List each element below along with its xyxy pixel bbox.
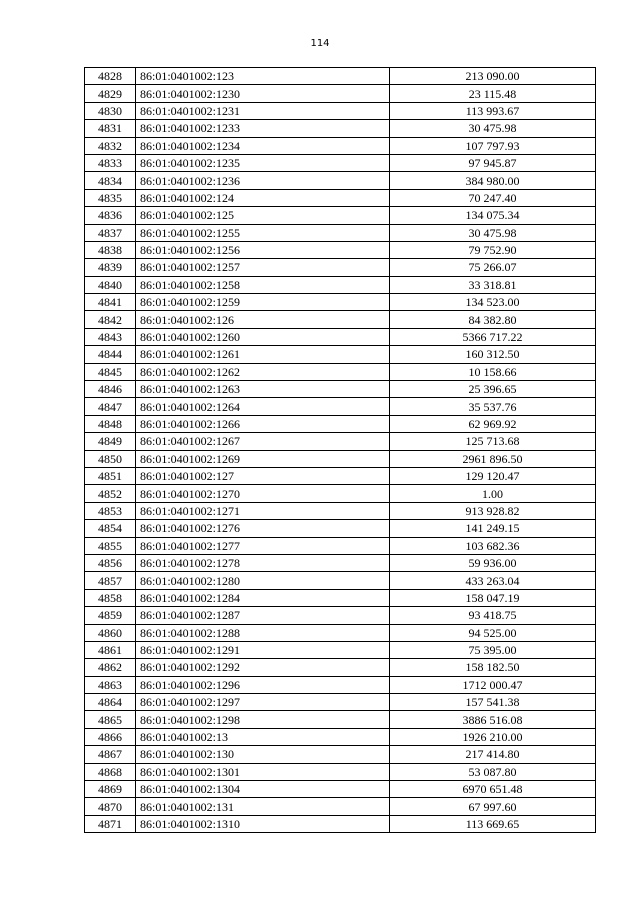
- table-body: [85, 68, 596, 833]
- cadastral-value-cell: 113 993.67: [390, 102, 596, 119]
- cadastral-number-cell: 86:01:0401002:1233: [136, 120, 390, 137]
- cadastral-number-cell: 86:01:0401002:1260: [136, 328, 390, 345]
- table-row: [85, 467, 596, 484]
- cadastral-number-cell: 86:01:0401002:1266: [136, 415, 390, 432]
- table-row: [85, 102, 596, 119]
- cadastral-number-cell: 86:01:0401002:1236: [136, 172, 390, 189]
- cadastral-value-cell: 84 382.80: [390, 311, 596, 328]
- cadastral-number-cell: 86:01:0401002:1291: [136, 641, 390, 658]
- row-number-cell: 4865: [85, 711, 136, 728]
- row-number-cell: 4860: [85, 624, 136, 641]
- row-number-cell: 4864: [85, 694, 136, 711]
- cadastral-value-table: [84, 67, 596, 833]
- table-row: [85, 120, 596, 137]
- row-number-cell: 4841: [85, 294, 136, 311]
- table-row: [85, 781, 596, 798]
- table-row: [85, 502, 596, 519]
- cadastral-value-cell: 67 997.60: [390, 798, 596, 815]
- cadastral-number-cell: 86:01:0401002:1263: [136, 381, 390, 398]
- cadastral-value-cell: 113 669.65: [390, 815, 596, 832]
- cadastral-number-cell: 86:01:0401002:1255: [136, 224, 390, 241]
- cadastral-number-cell: 86:01:0401002:1280: [136, 572, 390, 589]
- cadastral-number-cell: 86:01:0401002:13: [136, 728, 390, 745]
- cadastral-number-cell: 86:01:0401002:1258: [136, 276, 390, 293]
- row-number-cell: 4840: [85, 276, 136, 293]
- cadastral-value-cell: 62 969.92: [390, 415, 596, 432]
- row-number-cell: 4844: [85, 346, 136, 363]
- cadastral-number-cell: 86:01:0401002:1259: [136, 294, 390, 311]
- cadastral-value-cell: 103 682.36: [390, 537, 596, 554]
- table-row: [85, 450, 596, 467]
- cadastral-value-cell: 79 752.90: [390, 241, 596, 258]
- table-row: [85, 137, 596, 154]
- cadastral-number-cell: 86:01:0401002:1296: [136, 676, 390, 693]
- cadastral-number-cell: 86:01:0401002:1277: [136, 537, 390, 554]
- cadastral-value-cell: 213 090.00: [390, 68, 596, 85]
- cadastral-value-cell: 158 047.19: [390, 589, 596, 606]
- cadastral-value-cell: 10 158.66: [390, 363, 596, 380]
- table-row: [85, 259, 596, 276]
- cadastral-value-cell: 93 418.75: [390, 607, 596, 624]
- cadastral-number-cell: 86:01:0401002:1292: [136, 659, 390, 676]
- cadastral-number-cell: 86:01:0401002:1304: [136, 781, 390, 798]
- table-row: [85, 589, 596, 606]
- table-row: [85, 520, 596, 537]
- row-number-cell: 4829: [85, 85, 136, 102]
- table-row: [85, 711, 596, 728]
- cadastral-number-cell: 86:01:0401002:123: [136, 68, 390, 85]
- table-row: [85, 85, 596, 102]
- row-number-cell: 4861: [85, 641, 136, 658]
- row-number-cell: 4867: [85, 746, 136, 763]
- row-number-cell: 4852: [85, 485, 136, 502]
- cadastral-value-cell: 157 541.38: [390, 694, 596, 711]
- cadastral-value-cell: 3886 516.08: [390, 711, 596, 728]
- row-number-cell: 4857: [85, 572, 136, 589]
- table-row: [85, 294, 596, 311]
- table-row: [85, 746, 596, 763]
- cadastral-number-cell: 86:01:0401002:1301: [136, 763, 390, 780]
- table-row: [85, 398, 596, 415]
- cadastral-value-cell: 217 414.80: [390, 746, 596, 763]
- cadastral-value-cell: 134 075.34: [390, 207, 596, 224]
- cadastral-number-cell: 86:01:0401002:126: [136, 311, 390, 328]
- cadastral-value-cell: 913 928.82: [390, 502, 596, 519]
- cadastral-value-cell: 70 247.40: [390, 189, 596, 206]
- table-row: [85, 641, 596, 658]
- cadastral-number-cell: 86:01:0401002:1231: [136, 102, 390, 119]
- page-number: 114: [310, 38, 330, 49]
- row-number-cell: 4854: [85, 520, 136, 537]
- row-number-cell: 4862: [85, 659, 136, 676]
- row-number-cell: 4868: [85, 763, 136, 780]
- table-row: [85, 537, 596, 554]
- cadastral-number-cell: 86:01:0401002:1261: [136, 346, 390, 363]
- cadastral-value-cell: 30 475.98: [390, 120, 596, 137]
- cadastral-value-cell: 30 475.98: [390, 224, 596, 241]
- cadastral-value-cell: 75 266.07: [390, 259, 596, 276]
- cadastral-value-cell: 160 312.50: [390, 346, 596, 363]
- cadastral-value-cell: 75 395.00: [390, 641, 596, 658]
- cadastral-number-cell: 86:01:0401002:131: [136, 798, 390, 815]
- row-number-cell: 4871: [85, 815, 136, 832]
- row-number-cell: 4843: [85, 328, 136, 345]
- cadastral-number-cell: 86:01:0401002:124: [136, 189, 390, 206]
- cadastral-value-cell: 107 797.93: [390, 137, 596, 154]
- table-row: [85, 276, 596, 293]
- cadastral-value-cell: 97 945.87: [390, 154, 596, 171]
- cadastral-number-cell: 86:01:0401002:1264: [136, 398, 390, 415]
- table-row: [85, 433, 596, 450]
- cadastral-value-cell: 2961 896.50: [390, 450, 596, 467]
- cadastral-value-cell: 129 120.47: [390, 467, 596, 484]
- row-number-cell: 4830: [85, 102, 136, 119]
- row-number-cell: 4836: [85, 207, 136, 224]
- cadastral-value-cell: 23 115.48: [390, 85, 596, 102]
- table-row: [85, 311, 596, 328]
- cadastral-value-cell: 1712 000.47: [390, 676, 596, 693]
- cadastral-number-cell: 86:01:0401002:130: [136, 746, 390, 763]
- table-row: [85, 172, 596, 189]
- cadastral-value-cell: 1926 210.00: [390, 728, 596, 745]
- row-number-cell: 4838: [85, 241, 136, 258]
- row-number-cell: 4851: [85, 467, 136, 484]
- cadastral-value-cell: 134 523.00: [390, 294, 596, 311]
- table-row: [85, 328, 596, 345]
- cadastral-value-cell: 433 263.04: [390, 572, 596, 589]
- cadastral-value-cell: 5366 717.22: [390, 328, 596, 345]
- cadastral-value-cell: 6970 651.48: [390, 781, 596, 798]
- table-row: [85, 381, 596, 398]
- cadastral-number-cell: 86:01:0401002:1257: [136, 259, 390, 276]
- row-number-cell: 4870: [85, 798, 136, 815]
- cadastral-number-cell: 86:01:0401002:1284: [136, 589, 390, 606]
- row-number-cell: 4837: [85, 224, 136, 241]
- cadastral-value-cell: 1.00: [390, 485, 596, 502]
- cadastral-number-cell: 86:01:0401002:1287: [136, 607, 390, 624]
- table-row: [85, 189, 596, 206]
- cadastral-number-cell: 86:01:0401002:1235: [136, 154, 390, 171]
- row-number-cell: 4831: [85, 120, 136, 137]
- cadastral-value-cell: 25 396.65: [390, 381, 596, 398]
- cadastral-number-cell: 86:01:0401002:1256: [136, 241, 390, 258]
- table-row: [85, 241, 596, 258]
- row-number-cell: 4839: [85, 259, 136, 276]
- cadastral-value-cell: 125 713.68: [390, 433, 596, 450]
- cadastral-value-cell: 53 087.80: [390, 763, 596, 780]
- cadastral-number-cell: 86:01:0401002:1278: [136, 554, 390, 571]
- table-row: [85, 485, 596, 502]
- row-number-cell: 4842: [85, 311, 136, 328]
- cadastral-number-cell: 86:01:0401002:1230: [136, 85, 390, 102]
- cadastral-number-cell: 86:01:0401002:125: [136, 207, 390, 224]
- cadastral-number-cell: 86:01:0401002:1276: [136, 520, 390, 537]
- table-row: [85, 694, 596, 711]
- table-row: [85, 607, 596, 624]
- row-number-cell: 4853: [85, 502, 136, 519]
- cadastral-value-cell: 94 525.00: [390, 624, 596, 641]
- row-number-cell: 4849: [85, 433, 136, 450]
- cadastral-number-cell: 86:01:0401002:1298: [136, 711, 390, 728]
- cadastral-number-cell: 86:01:0401002:1262: [136, 363, 390, 380]
- row-number-cell: 4845: [85, 363, 136, 380]
- row-number-cell: 4856: [85, 554, 136, 571]
- table-row: [85, 363, 596, 380]
- table-row: [85, 68, 596, 85]
- row-number-cell: 4846: [85, 381, 136, 398]
- cadastral-value-cell: 158 182.50: [390, 659, 596, 676]
- cadastral-number-cell: 86:01:0401002:1288: [136, 624, 390, 641]
- cadastral-value-cell: 33 318.81: [390, 276, 596, 293]
- row-number-cell: 4832: [85, 137, 136, 154]
- cadastral-number-cell: 86:01:0401002:1297: [136, 694, 390, 711]
- table-row: [85, 415, 596, 432]
- row-number-cell: 4855: [85, 537, 136, 554]
- table-row: [85, 224, 596, 241]
- cadastral-value-cell: 35 537.76: [390, 398, 596, 415]
- row-number-cell: 4833: [85, 154, 136, 171]
- table-row: [85, 554, 596, 571]
- table-row: [85, 676, 596, 693]
- row-number-cell: 4866: [85, 728, 136, 745]
- cadastral-number-cell: 86:01:0401002:1267: [136, 433, 390, 450]
- table-row: [85, 763, 596, 780]
- cadastral-value-cell: 384 980.00: [390, 172, 596, 189]
- row-number-cell: 4850: [85, 450, 136, 467]
- table-row: [85, 728, 596, 745]
- table-row: [85, 798, 596, 815]
- cadastral-number-cell: 86:01:0401002:1271: [136, 502, 390, 519]
- table-row: [85, 207, 596, 224]
- row-number-cell: 4858: [85, 589, 136, 606]
- table-row: [85, 572, 596, 589]
- cadastral-value-cell: 141 249.15: [390, 520, 596, 537]
- cadastral-number-cell: 86:01:0401002:1269: [136, 450, 390, 467]
- table-row: [85, 815, 596, 832]
- table-row: [85, 346, 596, 363]
- row-number-cell: 4847: [85, 398, 136, 415]
- cadastral-number-cell: 86:01:0401002:1270: [136, 485, 390, 502]
- cadastral-number-cell: 86:01:0401002:1234: [136, 137, 390, 154]
- cadastral-number-cell: 86:01:0401002:127: [136, 467, 390, 484]
- row-number-cell: 4869: [85, 781, 136, 798]
- row-number-cell: 4834: [85, 172, 136, 189]
- row-number-cell: 4828: [85, 68, 136, 85]
- cadastral-value-cell: 59 936.00: [390, 554, 596, 571]
- table-row: [85, 154, 596, 171]
- table-row: [85, 659, 596, 676]
- row-number-cell: 4863: [85, 676, 136, 693]
- cadastral-number-cell: 86:01:0401002:1310: [136, 815, 390, 832]
- row-number-cell: 4848: [85, 415, 136, 432]
- row-number-cell: 4859: [85, 607, 136, 624]
- row-number-cell: 4835: [85, 189, 136, 206]
- table-row: [85, 624, 596, 641]
